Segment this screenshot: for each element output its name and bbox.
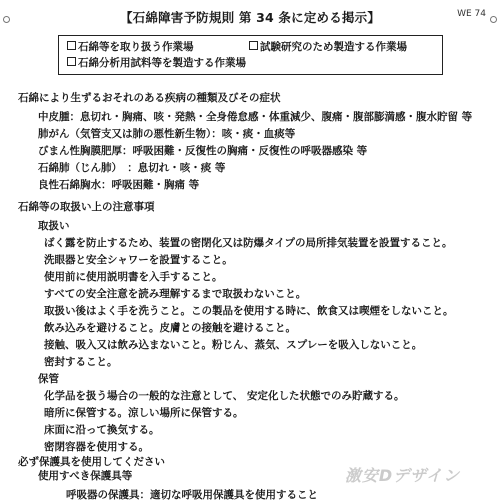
- scope-item: 石綿等を取り扱う作業場: [67, 39, 249, 55]
- handling-item: ばく露を防止するため、装置の密閉化又は防爆タイプの局所排気装置を設置すること。: [44, 237, 453, 249]
- storage-item: 床面に沿って換気する。: [44, 424, 160, 436]
- ppe-item: 呼吸器の保護具：適切な呼吸用保護具を使用すること: [66, 489, 318, 501]
- handling-item: すべての安全注意を読み理解するまで取扱わないこと。: [44, 288, 307, 300]
- handling-item: 飲み込みを避けること。皮膚との接触を避けること。: [44, 322, 296, 334]
- handling-item: 接触、吸入又は飲み込まないこと。粉じん、蒸気、スプレーを吸入しないこと。: [44, 339, 423, 351]
- handling-heading: 石綿等の取扱い上の注意事項: [18, 201, 155, 213]
- diseases-heading: 石綿により生ずるおそれのある疾病の種類及びその症状: [18, 92, 281, 104]
- handling-item: 密封すること。: [44, 356, 118, 368]
- handling-item: 使用前に使用説明書を入手すること。: [44, 271, 223, 283]
- storage-item: 密閉容器を使用する。: [44, 441, 149, 453]
- page-title: 【石綿障害予防規則 第 34 条に定める掲示】: [119, 10, 381, 25]
- storage-item: 暗所に保管する。涼しい場所に保管する。: [44, 407, 244, 419]
- disease-item: 石綿肺（じん肺） ：息切れ・咳・痰 等: [38, 162, 226, 174]
- disease-item: 良性石綿胸水：呼吸困難・胸痛 等: [38, 179, 200, 191]
- handling-subheading: 取扱い: [38, 220, 70, 232]
- disease-item: 肺がん（気管支又は肺の悪性新生物）：咳・痰・血痰等: [38, 128, 296, 140]
- scope-item: 試験研究のため製造する作業場: [249, 39, 407, 55]
- handling-item: 取扱い後はよく手を洗うこと。この製品を使用する時に、飲食又は喫煙をしないこと。: [44, 305, 454, 317]
- storage-item: 化学品を扱う場合の一般的な注意として、 安定化した状態でのみ貯蔵する。: [44, 390, 405, 402]
- ppe-heading: 必ず保護具を使用してください: [18, 456, 165, 468]
- handling-item: 洗眼器と安全シャワーを設置すること。: [44, 254, 233, 266]
- ppe-subheading: 使用すべき保護具等: [38, 470, 133, 482]
- disease-item: びまん性胸膜肥厚：呼吸困難・反復性の胸痛・反復性の呼吸器感染 等: [38, 145, 368, 157]
- disease-item: 中皮腫：息切れ・胸痛、咳・発熱・全身倦怠感・体重減少、腹痛・腹部膨満感・腹水貯留 等: [38, 111, 473, 123]
- watermark: 激安Dデザイン: [344, 466, 460, 485]
- sign-code: WE 74: [457, 9, 486, 19]
- scope-item: 石綿分析用試料等を製造する作業場: [67, 55, 249, 71]
- storage-subheading: 保管: [38, 373, 59, 385]
